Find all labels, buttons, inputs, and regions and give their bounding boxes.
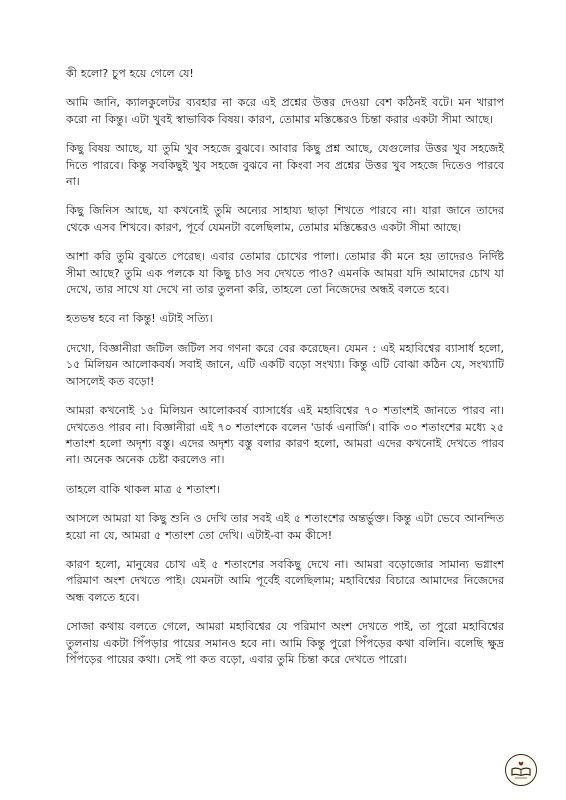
paragraph: হতভম্ব হবে না কিন্তু! এটাই সত্যি।	[66, 312, 213, 326]
paragraph: আসলে আমরা যা কিছু শুনি ও দেখি তার সবই এই ৫ শতাংশের অন্তর্ভুক্ত। কিন্তু এটা ভেবে আনন্দিত হয়ো না যে, আমরা ৫ শতাংশ তো দেখি। এটাই-বা কম কীসে!	[66, 512, 504, 542]
paragraph: আশা করি তুমি বুঝতে পেরেছ। এবার তোমার চোখের পালা। তোমার কী মনে হয় তাদেরও নির্দিষ্ট সীমা আছে? তুমি এক পলকে যা কিছু চাও সব দেখতে পাও? এমনকি আমরা যদি আমাদের চোখ যা দেখে, তার সাথে যা দেখে না তার তুলনা করি, তাহলে তো নিজেদের অন্ধই বলতে হবে।	[66, 250, 504, 297]
publisher-logo	[505, 754, 537, 786]
paragraph: আমরা কখনোই ১৫ মিলিয়ন আলোকবর্ষ ব্যাসার্ধের এই মহাবিশ্বের ৭০ শতাংশই জানতে পারব না। দেখতেও পারব না। বিজ্ঞানীরা এই ৭০ শতাংশকে বলেন 'ডার্ক এনার্জি'। বাকি ৩০ শতাংশের মধ্যে ২৫ শতাংশ হলো অদৃশ্য বস্তু। এদের অদৃশ্য বস্তু বলার কারণ হলো, আমরা এদের কখনোই দেখতে পারব না। অনেক অনেক চেষ্টা করলেও না।	[66, 404, 504, 467]
paragraph: কারণ হলো, মানুষের চোখ এই ৫ শতাংশের সবকিছু দেখে না। আমরা বড়োজোর সামান্য ভগ্নাংশ পরিমাণ অংশ দেখতে পাই। যেমনটা আমি পূর্বেই বলেছিলাম; মহাবিশ্বের বিচারে আমাদের নিজেদের অন্ধ বলতে হবে।	[66, 557, 504, 604]
paragraph: দেখো, বিজ্ঞানীরা জটিল জটিল সব গণনা করে বের করেছেন। যেমন : এই মহাবিশ্বের ব্যাসার্ধ হলো, ১৫ মিলিয়ন আলোকবর্ষ। সবাই জানে, এটি একটি বড়ো সংখ্যা। কিন্তু এটি বোঝা কঠিন যে, সংখ্যাটি আসলেই কত বড়ো!	[66, 341, 504, 388]
document-body	[66, 66, 504, 681]
open-book-icon	[506, 755, 536, 785]
paragraph: তাহলে বাকি থাকল মাত্র ৫ শতাংশ।	[66, 482, 220, 496]
paragraph: আমি জানি, ক্যালকুলেটর ব্যবহার না করে এই প্রশ্নের উত্তর দেওয়া বেশ কঠিনই বটে। মন খারাপ করো না কিন্তু। এটা খুবই স্বাভাবিক বিষয়। কারণ, তোমার মস্তিষ্কেরও চিন্তা করার একটা সীমা আছে।	[66, 96, 504, 126]
paragraph: সোজা কথায় বলতে গেলে, আমরা মহাবিশ্বের যে পরিমাণ অংশ দেখতে পাই, তা পুরো মহাবিশ্বের তুলনায় একটা পিঁপড়ার পায়ের সমানও হবে না। আমি কিন্তু পুরো পিঁপড়ের কথা বলিনি। বলেছি ক্ষুদ্র পিঁপড়ের পায়ের কথা। সেই পা কত বড়ো, এবার তুমি চিন্তা করে দেখতে পারো।	[66, 620, 504, 666]
paragraph: কিছু জিনিস আছে, যা কখনোই তুমি অন্যের সাহায্য ছাড়া শিখতে পারবে না। যারা জানে তাদের থেকে এসব শিখবে। কারণ, পূর্বে যেমনটা বলেছিলাম, তোমার মস্তিষ্কেরও একটা সীমা আছে।	[66, 204, 504, 234]
paragraph: কী হলো? চুপ হয়ে গেলে যে!	[66, 67, 194, 80]
paragraph: কিছু বিষয় আছে, যা তুমি খুব সহজে বুঝবে। আবার কিছু প্রশ্ন আছে, যেগুলোর উত্তর খুব সহজেই দিতে পারবে। কিন্তু সবকিছুই খুব সহজে বুঝবে না কিংবা সব প্রশ্নের উত্তর খুব সহজে দিতেও পারবে না।	[66, 142, 504, 189]
